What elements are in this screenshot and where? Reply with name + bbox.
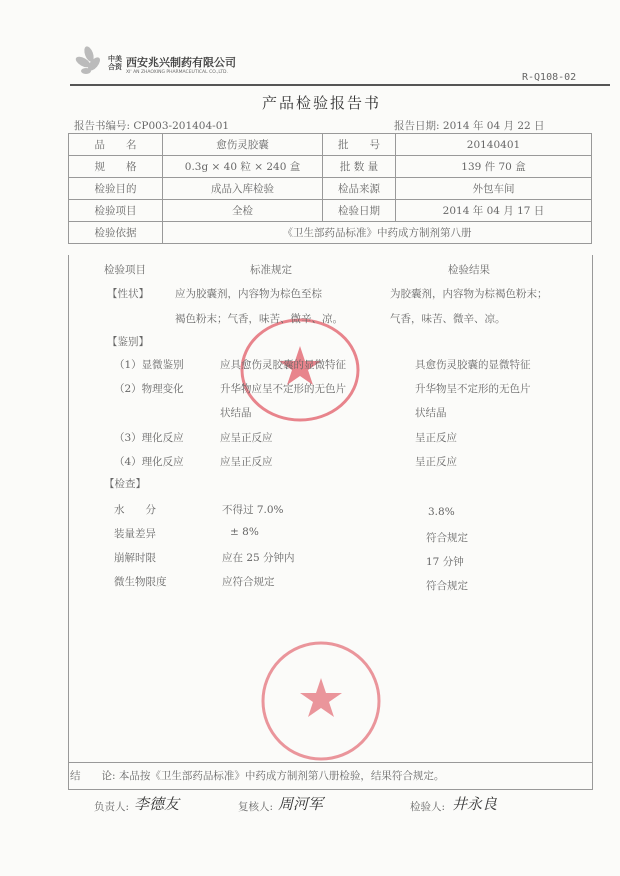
report-no-label: 报告书编号: — [74, 120, 131, 132]
basis: 《卫生部药品标准》中药成方制剂第八册 — [163, 222, 592, 244]
date: 2014 年 04 月 17 日 — [396, 200, 592, 222]
reviewer-label: 复核人: — [238, 801, 274, 813]
conclusion-label: 结 论: — [70, 770, 116, 782]
item-label: 检验项目 — [69, 200, 163, 222]
id-result: 升华物呈不定形的无色片 — [415, 383, 531, 395]
spec-label: 规 格 — [69, 156, 163, 178]
company-prefix: 中美合资 — [108, 55, 122, 71]
id-item: （2）物理变化 — [114, 383, 184, 395]
insp-standard: 应符合规定 — [222, 576, 275, 588]
insp-item: 崩解时限 — [114, 552, 156, 564]
insp-item: 微生物限度 — [114, 576, 167, 588]
header-divider — [70, 84, 610, 86]
id-result: 呈正反应 — [415, 432, 457, 444]
quantity-label: 批 数 量 — [323, 156, 396, 178]
id-item: （3）理化反应 — [114, 432, 184, 444]
product-name-label: 品 名 — [69, 134, 163, 156]
inspection-label: 【检查】 — [104, 478, 146, 490]
id-result: 具愈伤灵胶囊的显微特征 — [415, 359, 531, 371]
company-logo-icon — [74, 44, 104, 82]
quantity: 139 件 70 盒 — [396, 156, 592, 178]
purpose: 成品入库检验 — [163, 178, 323, 200]
report-date-label: 报告日期: — [394, 120, 440, 132]
properties-standard-1: 应为胶囊剂，内容物为棕色至棕 — [175, 288, 322, 300]
col-standard-header: 标准规定 — [250, 264, 292, 276]
responsible-label: 负责人: — [94, 801, 130, 813]
insp-standard: 不得过 7.0% — [222, 504, 284, 516]
item: 全检 — [163, 200, 323, 222]
inspector-signature: 井永良 — [452, 795, 498, 813]
insp-result: 符合规定 — [426, 580, 468, 592]
company-name-en: XI' AN ZHAOXING PHARMACEUTICAL CO.,LTD. — [126, 70, 228, 75]
info-table — [68, 133, 592, 244]
insp-standard: 应在 25 分钟内 — [222, 552, 295, 564]
identification-label: 【鉴别】 — [107, 336, 149, 348]
report-no: CP003-201404-01 — [133, 120, 230, 132]
reviewer-signature: 周河军 — [278, 795, 324, 813]
properties-result-1: 为胶囊剂，内容物为棕褐色粉末； — [390, 288, 548, 300]
insp-result: 3.8% — [428, 506, 455, 518]
source: 外包车间 — [396, 178, 592, 200]
id-item: （1）显微鉴别 — [114, 359, 184, 371]
spec: 0.3g × 40 粒 × 240 盒 — [163, 156, 323, 178]
responsible-signature: 李德友 — [134, 795, 180, 813]
page-title: 产品检验报告书 — [262, 94, 382, 112]
basis-label: 检验依据 — [69, 222, 163, 244]
batch: 20140401 — [396, 134, 592, 156]
source-label: 检品来源 — [323, 178, 396, 200]
id-item: （4）理化反应 — [114, 456, 184, 468]
table-row — [69, 134, 592, 156]
form-code: R-Q108-02 — [522, 72, 577, 83]
properties-standard-2: 褐色粉末；气香，味苦、微辛、凉。 — [175, 313, 343, 325]
company-name: 西安兆兴制药有限公司 — [126, 56, 236, 69]
col-item-header: 检验项目 — [104, 264, 146, 276]
insp-result: 17 分钟 — [426, 556, 464, 568]
properties-result-2: 气香，味苦、微辛、凉。 — [390, 313, 506, 325]
id-result-cont: 状结晶 — [415, 407, 447, 419]
purpose-label: 检验目的 — [69, 178, 163, 200]
id-standard-cont: 状结晶 — [220, 407, 252, 419]
insp-standard: ± 8% — [230, 526, 259, 538]
insp-result: 符合规定 — [426, 532, 468, 544]
id-result: 呈正反应 — [415, 456, 457, 468]
id-standard: 应呈正反应 — [220, 456, 273, 468]
report-date: 2014 年 04 月 22 日 — [442, 120, 545, 132]
insp-item: 水 分 — [114, 504, 156, 516]
insp-item: 装量差异 — [114, 528, 156, 540]
id-standard: 升华物应呈不定形的无色片 — [220, 383, 346, 395]
table-row — [69, 178, 592, 200]
table-row — [69, 222, 592, 244]
table-row — [69, 200, 592, 222]
date-label: 检验日期 — [323, 200, 396, 222]
id-standard: 应具愈伤灵胶囊的显微特征 — [220, 359, 346, 371]
batch-label: 批 号 — [323, 134, 396, 156]
properties-label: 【性状】 — [107, 288, 149, 300]
product-name: 愈伤灵胶囊 — [163, 134, 323, 156]
id-standard: 应呈正反应 — [220, 432, 273, 444]
conclusion-text: 本品按《卫生部药品标准》中药成方制剂第八册检验，结果符合规定。 — [118, 770, 445, 782]
col-result-header: 检验结果 — [448, 264, 490, 276]
table-row — [69, 156, 592, 178]
inspector-label: 检验人: — [410, 801, 446, 813]
